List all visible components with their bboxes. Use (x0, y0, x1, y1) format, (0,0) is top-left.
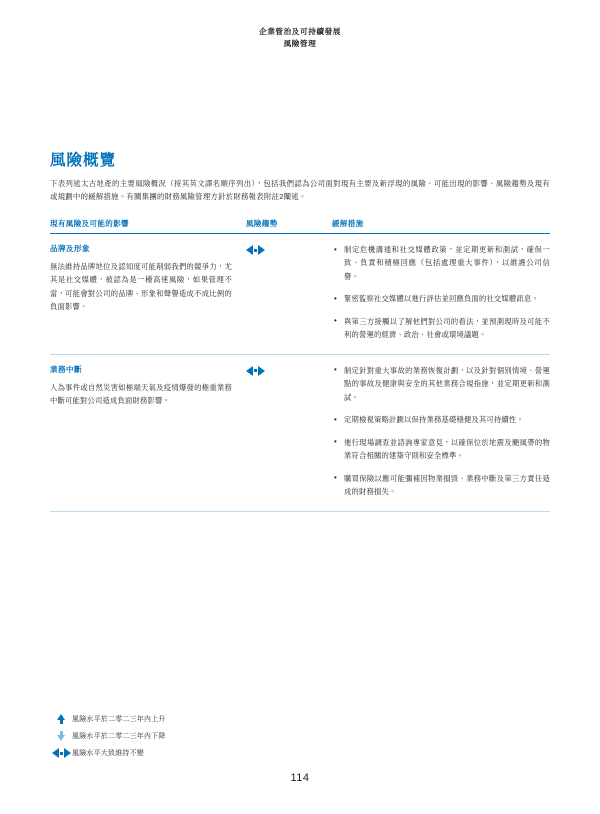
list-item: • 與第三方接觸以了解他們對公司的看法，並預測現時及可能不利的營運的經濟、政治、社會或環境議題。 (332, 315, 550, 342)
risk-cell (50, 243, 246, 342)
legend-label: 風險水平大致維持不變 (72, 750, 144, 757)
table-header-row (50, 218, 550, 234)
page-title: 風險概覽 (50, 152, 117, 169)
risk-name: 業務中斷 (50, 364, 82, 374)
list-item: • 制定危機溝通和社交媒體政策，並定期更新和測試，確保一致、負責和積極回應（包括處理重大事件），以維護公司信譽。 (332, 243, 550, 283)
table-row (50, 234, 550, 355)
page-header (0, 26, 600, 50)
left-right-arrows-icon (50, 748, 72, 758)
arrow-up-icon (50, 714, 72, 724)
page-number: 114 (290, 772, 310, 784)
list-item: • 制定針對重大事故的業務恢復計劃，以及針對個別情境、營運點的事故及健康與安全的其他業務合規指施，並定期更新和測試。 (332, 364, 550, 404)
risk-overview-table (50, 218, 550, 512)
legend-item (50, 731, 370, 741)
legend-item (50, 714, 370, 724)
header-line-1: 企業管治及可持續發展 (259, 27, 341, 36)
intro-paragraph: 下表列述太古地產的主要風險概況（按其英文譯名順序列出），包括我們認為公司面對現有主要及新浮現的風險、可能出現的影響、風險趨勢及現有或規劃中的緩解措施。有關集團的財務風險管理方針於財務報表附註2闡述。 (50, 179, 550, 201)
list-item: • 定期檢視策略計劃以保持業務基礎穩健及其可持續性。 (332, 413, 550, 426)
legend-item (50, 748, 370, 758)
column-header-mitigation: 緩解措施 (332, 219, 364, 228)
mitigation-cell (332, 243, 550, 342)
column-header-trend: 風險趨勢 (246, 219, 278, 228)
risk-cell (50, 364, 246, 499)
legend-label: 風險水平於二零二三年內下降 (72, 733, 166, 740)
legend (50, 714, 370, 765)
legend-label: 風險水平於二零二三年內上升 (72, 716, 166, 723)
list-item: • 緊密監察社交媒體以進行評估並回應負面的社交媒體訊息。 (332, 292, 550, 305)
list-item: • 進行現場調查並諮詢專家意見，以確保位於地震及颶風帶的物業符合相關的建築守則和安全標準。 (332, 436, 550, 463)
risk-name: 品牌及形象 (50, 244, 90, 253)
left-right-arrows-icon (246, 366, 265, 376)
risk-description: 人為事件或自然災害如極端天氣及疫情爆發的極重業務中斷可能對公司造成負面財務影響。 (50, 382, 232, 406)
column-header-risk: 現有風險及可能的影響 (50, 219, 129, 228)
list-item: • 購買保險以應可能彌補因物業損毀、業務中斷及第三方責任造成的財務損失。 (332, 472, 550, 499)
arrow-down-icon (50, 731, 72, 741)
risk-description: 無法維持品牌地位及認知度可能削弱我們的競爭力，尤其是社交媒體，被認為是一種高速風險，如果管理不當，可能會對公司的品牌、形象和聲譽造成不成比例的負面影響。 (50, 262, 232, 312)
table-row (50, 355, 550, 512)
trend-cell (246, 243, 332, 342)
header-line-2: 風險管理 (283, 38, 317, 48)
mitigation-list (332, 243, 550, 342)
mitigation-cell (332, 364, 550, 499)
trend-cell (246, 364, 332, 499)
left-right-arrows-icon (246, 245, 265, 255)
mitigation-list (332, 364, 550, 499)
